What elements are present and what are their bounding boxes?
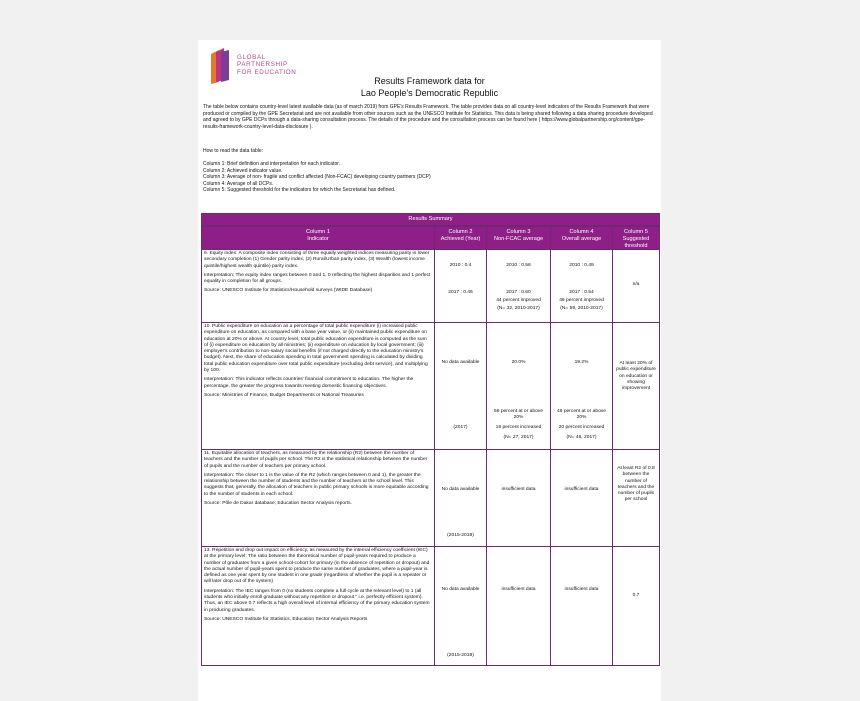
header-2-sub: Achieved (Year) xyxy=(440,236,481,242)
threshold-value: 0.7 xyxy=(632,593,640,598)
non-fcac-value-4: (N= 27, 2017) xyxy=(503,435,534,440)
indicator-definition: 13. Repetition and drop out impact on efficiency, as measured by the internal efficiency coefficient (IEC) at the primary level: The ratio between the theoretical number of pupil-years required to produce a number of graduates from a given school-cohort for primary (in the absence of repetition or dropout) and the actual number of pupil-years spent to produce the same number of graduates, where a pupil-year is defined as one year spent by one student in one grade (regardless of whether the pupil is a repeater or will later drop out of the system) xyxy=(204,548,430,585)
achieved-value-2: (2017) xyxy=(453,425,468,430)
achieved-cell xyxy=(434,323,486,449)
indicator-source: Source: Ministries of Finance, Budget Departments or National Treasuries xyxy=(204,392,364,398)
non-fcac-value-2: 56 percent at or above 20% xyxy=(494,409,543,421)
header-column-1 xyxy=(202,227,434,249)
non-fcac-value-1: insufficient data xyxy=(501,587,536,592)
results-summary-header: Results Summary xyxy=(202,214,659,226)
column-desc-1: Column 1: Brief definition and interpretation for each indicator. xyxy=(203,161,341,167)
columns-description xyxy=(203,161,658,194)
column-desc-2: Column 2: Achieved indicator value. xyxy=(203,167,283,174)
header-5-sub: Suggested threshold xyxy=(622,236,650,249)
threshold-cell xyxy=(612,450,659,546)
intro-paragraph xyxy=(203,104,658,130)
indicator-definition: 10. Public expenditure on education as a percentage of total public expenditure (i) increased public expenditure on education, as compared with a base year value, or (ii) maintained public expenditure on education at 20% or above. At country level, total public education expenditure is computed as the sum of (i) expenditure on education by all ministries; (ii) expenditure on education by local government; (iii) employer's contribution to non-salary social benefits (if not charged directly to the education ministry's budget). Next, the share of education spending in total government spending is calculated by dividing total public education expenditure over total public expenditure (excluding debt service), and multiplying by 100. xyxy=(204,324,428,374)
intro-text: The table below contains country-level latest available data (as of march 2019) from GPE's Results Framework. The table provides data on all country-level indicators of the Results Framework that were produced or compiled by the GPE Secretariat and are not available from other sources such as the UNESCO Institute for Statistics. This data is being shared following a data sharing procedure developed and agreed to by GPE DCPs through a data-sharing consultation process. The details of the procedure and the consultation process can be found here ( https://www.globalpartnership.org/content/gpe-results-framework-country-level-data-disclosure ). xyxy=(203,104,653,130)
overall-value-3: 46 percent improved xyxy=(559,298,604,303)
indicator-cell xyxy=(202,547,434,665)
overall-value-2: 46 percent at or above 20% xyxy=(557,409,606,421)
logo-line-3: FOR EDUCATION xyxy=(237,68,297,76)
threshold-cell xyxy=(612,250,659,322)
results-table xyxy=(201,213,660,666)
logo-wordmark xyxy=(237,54,296,76)
non-fcac-value-2: 2017 : 0.60 xyxy=(506,290,531,295)
non-fcac-value-3: 44 percent improved xyxy=(496,298,541,303)
achieved-value-1: No data available xyxy=(441,360,480,365)
header-5-label: Column 5 xyxy=(624,229,648,235)
non-fcac-cell xyxy=(486,547,550,665)
overall-cell xyxy=(550,250,612,322)
header-4-label: Column 4 xyxy=(569,229,594,235)
overall-value-3: 20 percent increased xyxy=(558,425,605,430)
table-row xyxy=(202,546,659,665)
non-fcac-cell xyxy=(486,250,550,322)
indicator-source: Source: UNESCO Institute for Statistics, Education Sector Analysis Reports xyxy=(204,616,368,622)
threshold-value: At least 20% of public expenditure on education or showing improvement xyxy=(616,361,656,392)
non-fcac-cell xyxy=(486,450,550,546)
indicator-cell xyxy=(202,323,434,449)
header-column-4 xyxy=(550,227,612,249)
overall-value-1: insufficient data xyxy=(564,587,599,592)
achieved-value-2: (2015-2018) xyxy=(447,533,474,538)
header-column-3 xyxy=(486,227,550,249)
indicator-cell xyxy=(202,250,434,322)
header-4-sub: Overall average xyxy=(561,236,602,242)
title-line-2: Lao People's Democratic Republic xyxy=(360,88,499,98)
header-2-label: Column 2 xyxy=(448,229,473,235)
indicator-interpretation: Interpretation: The closer to 1 is the value of the R2 (which ranges between 0 and 1), the greater the relationship between the number of students and the number of teachers at the school level. This suggests that, generally, the allocation of teachers in public primary schools is more equitable according to the number of students in each school. xyxy=(204,472,429,497)
achieved-cell xyxy=(434,450,486,546)
overall-value-4: (N= 46, 2017) xyxy=(566,435,597,440)
overall-value-1: insufficient data xyxy=(564,487,599,492)
non-fcac-cell xyxy=(486,323,550,449)
table-header-row xyxy=(202,226,659,249)
header-3-label: Column 3 xyxy=(506,229,531,235)
table-row xyxy=(202,322,659,449)
non-fcac-value-3: 19 percent increased xyxy=(495,425,542,430)
logo-line-1: GLOBAL xyxy=(237,54,266,61)
indicator-source: Source: UNESCO Institute for Statistics/Household surveys (WIDE Database) xyxy=(204,288,373,294)
achieved-value-2: (2015-2018) xyxy=(447,653,474,658)
overall-cell xyxy=(550,323,612,449)
header-1-sub: Indicator xyxy=(307,236,329,242)
indicator-source: Source: Pôle de Dakar database; Education Sector Analysis reports. xyxy=(204,501,352,507)
achieved-value-1: 2010 : 0.4 xyxy=(449,263,472,268)
non-fcac-value-1: 2010 : 0.56 xyxy=(506,263,531,268)
overall-value-4: (N= 59, 2010-2017) xyxy=(560,306,603,311)
header-column-5 xyxy=(612,227,659,249)
table-row xyxy=(202,449,659,546)
achieved-value-1: No data available xyxy=(441,487,480,492)
threshold-value: At least R2 of 0.8 between the number of teachers and the number of pupils per school xyxy=(617,466,655,503)
threshold-value: n/a xyxy=(632,282,640,287)
non-fcac-value-4: (N= 32, 2010-2017) xyxy=(497,306,540,311)
column-desc-3: Column 3: Average of non- fragile and conflict affected (Non-FCAC) developing country partners (DCP) xyxy=(203,174,431,181)
indicator-interpretation: Interpretation: This indicator reflects countries' financial commitment to education. The higher the percentage, the greater the progress towards meeting domestic financing objectives. xyxy=(204,377,414,389)
howto-text: How to read the data table: xyxy=(203,148,264,154)
non-fcac-value-1: insufficient data xyxy=(501,487,536,492)
logo-line-2: PARTNERSHIP xyxy=(237,61,288,69)
indicator-definition: 9. Equity index: A composite index consisting of three equally weighted indices measuring parity in lower secondary completion (1) Gender parity index, (2) Rural/Urban parity index, (3) Wealth (lowest income quintile/highest wealth quintile) parity index. xyxy=(204,251,430,269)
indicator-definition: 11. Equitable allocation of teachers, as measured by the relationship (R2) between the number of teachers and the number of pupils per school. The R2 is the statistical relationship between the number of pupils and the number of teachers per primary school. xyxy=(204,451,428,469)
overall-cell xyxy=(550,450,612,546)
threshold-cell xyxy=(612,547,659,665)
achieved-cell xyxy=(434,250,486,322)
achieved-value-1: No data available xyxy=(441,587,480,592)
achieved-cell xyxy=(434,547,486,665)
overall-value-1: 19.2% xyxy=(574,360,589,365)
achieved-value-2: 2017 : 0.46 xyxy=(448,290,473,295)
header-column-2 xyxy=(434,227,486,249)
title-line-1: Results Framework data for xyxy=(374,76,485,86)
column-desc-4: Column 4: Average of all DCPs. xyxy=(203,180,274,187)
overall-cell xyxy=(550,547,612,665)
threshold-cell xyxy=(612,323,659,449)
document-page xyxy=(198,40,661,701)
overall-value-2: 2017 : 0.54 xyxy=(569,290,594,295)
indicator-cell xyxy=(202,450,434,546)
indicator-interpretation: Interpretation: The IEC ranges from 0 (no students complete a full cycle at the relevant level) to 1 (all students who initially enroll graduate without any repetition or dropout " i.e. perfectly efficient system). Thus, an IEC above 0.7 reflects a high overall level of internal efficiency of the primary education system in producing graduates. xyxy=(204,588,430,613)
table-row xyxy=(202,249,659,322)
header-3-sub: Non-FCAC average xyxy=(493,236,544,242)
column-desc-5: Column 5: Suggested threshold for the indicators for which the Secretariat has defined. xyxy=(203,187,396,194)
header-1-label: Column 1 xyxy=(306,229,330,235)
overall-value-1: 2010 : 0.49 xyxy=(569,263,594,268)
non-fcac-value-1: 20.0% xyxy=(511,360,526,365)
indicator-interpretation: Interpretation: The equity index ranges between 0 and 1, 0 reflecting the highest disparities and 1 perfect equality in completion for all groups. xyxy=(204,272,431,285)
